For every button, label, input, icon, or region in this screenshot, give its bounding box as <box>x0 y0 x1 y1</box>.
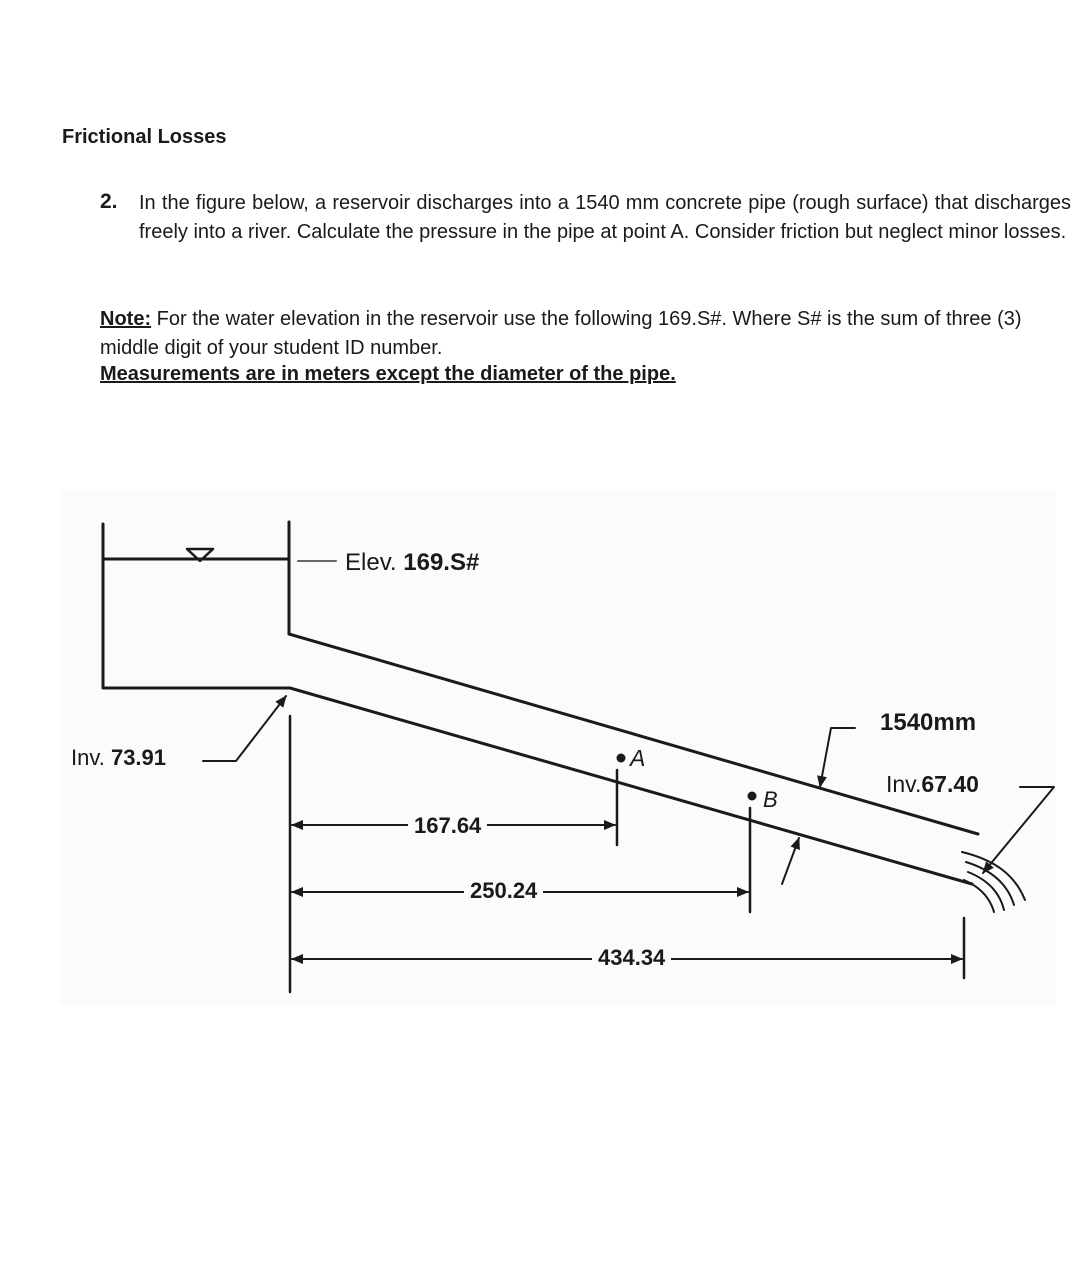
measurements-note: Measurements are in meters except the diameter of the pipe. <box>100 363 676 385</box>
pipe-top-wall <box>289 634 978 834</box>
section-title: Frictional Losses <box>62 126 227 148</box>
pipe-diameter-label: 1540mm <box>880 709 977 736</box>
inlet-invert-leader <box>203 696 286 761</box>
point-a-dot <box>617 754 626 763</box>
point-b-label: B <box>763 787 778 812</box>
outlet-invert-word: Inv. <box>886 771 922 797</box>
point-a-label: A <box>630 745 646 771</box>
pipe-bottom-wall <box>290 688 972 884</box>
note-text: For the water elevation in the reservoir use the following 169.S#. Where S# is the sum of three (3) middle digit of your student ID number. <box>100 308 1022 359</box>
question-number: 2. <box>100 190 118 213</box>
elevation-value: 169.S# <box>403 549 480 576</box>
outlet-invert-label <box>886 771 979 798</box>
point-b-dot <box>748 792 757 801</box>
distance-b-label: 250.24 <box>464 878 543 904</box>
point-b-leader <box>782 838 799 884</box>
question-text: In the figure below, a reservoir discharges into a 1540 mm concrete pipe (rough surface) that discharges freely into a river. Calculate the pressure in the pipe at point A. Consider friction but neglect minor losses. <box>139 192 1071 243</box>
distance-a-label: 167.64 <box>408 813 487 839</box>
elevation-word: Elev. <box>345 549 397 576</box>
outlet-invert-leader <box>983 787 1054 873</box>
diameter-leader <box>820 728 855 787</box>
distance-total-label: 434.34 <box>592 945 671 971</box>
elevation-label <box>345 549 479 577</box>
inlet-invert-word: Inv. <box>71 745 105 770</box>
note-label: Note: <box>100 308 152 330</box>
outlet-invert-value: 67.40 <box>921 771 979 797</box>
inlet-invert-value: 73.91 <box>110 745 167 770</box>
inlet-invert-label <box>71 745 166 771</box>
